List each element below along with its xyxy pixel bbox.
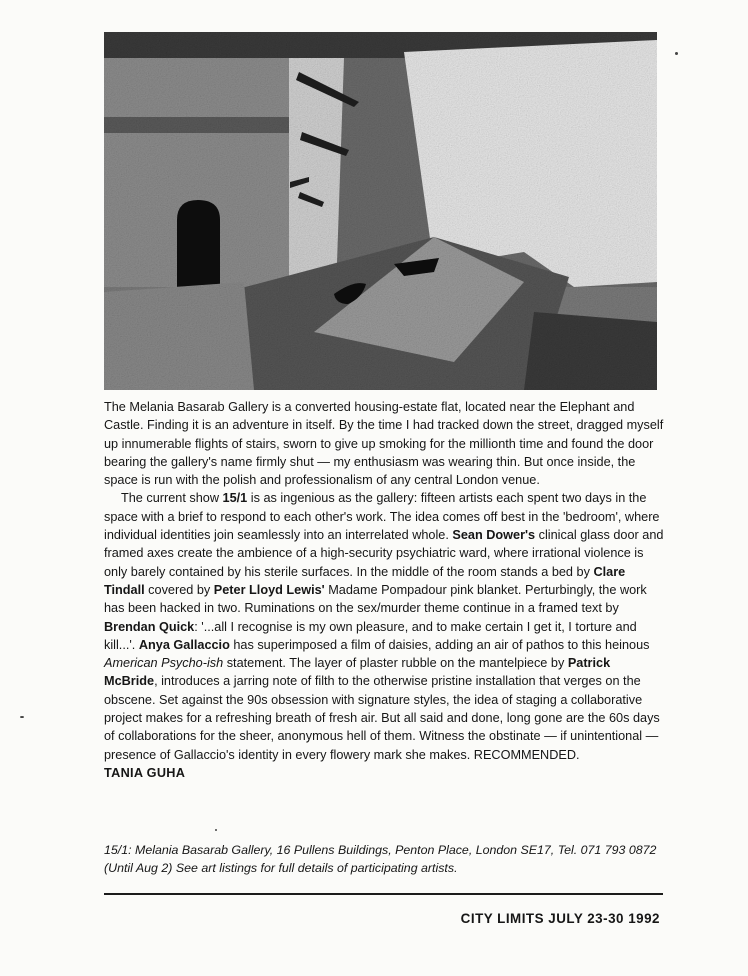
text-span: clinical glass door and framed axes create the ambience of a high-security psychiatric ward, where irrational violence is only barely contained by his sterile surfaces. In the middle of the room stands a bed by	[104, 528, 664, 579]
listing-info: 15/1: Melania Basarab Gallery, 16 Pullens Buildings, Penton Place, London SE17, Tel. 071 793 0872 (Until Aug 2) See art listings for full details of participating artists.	[104, 843, 657, 875]
artist-name: Brendan Quick	[104, 619, 195, 634]
article-body	[104, 398, 664, 782]
article-paragraph-intro: The Melania Basarab Gallery is a converted housing-estate flat, located near the Elephant and Castle. Finding it is an adventure in itself. By the time I had tracked down the street, dragged myself up innumerable flights of stairs, sworn to give up smoking for the millionth time and found the door bearing the gallery's name firmly shut — my enthusiasm was wearing thin. But once inside, the space is run with the polish and professionalism of any central London venue.	[104, 400, 664, 488]
article-photo	[104, 32, 657, 390]
article-paragraph-review	[104, 489, 664, 763]
artist-name: Sean Dower's	[452, 528, 536, 543]
artist-name: Clare Tindall	[104, 564, 626, 597]
text-span: , introduces a jarring note of filth to the otherwise pristine installation that verges on the obscene. Set against the 90s obsession with signature styles, the idea of staging a collaborative project makes for a refreshing breath of fresh air. But all said and done, long gone are the 60s days of collaborations for the sheer, anonymous hell of them. Witness the obstinate — if unintentional — presence of Gallaccio's identity in every flowery mark she makes. RECOMMENDED.	[104, 674, 660, 762]
scan-speck	[675, 52, 678, 55]
show-title: 15/1	[222, 491, 248, 506]
byline: TANIA GUHA	[104, 765, 186, 780]
text-span: has superimposed a film of daisies, adding an air of pathos to this heinous	[229, 637, 650, 652]
text-span: covered by	[144, 582, 214, 597]
text-span: : '...all I recognise is my own pleasure, and to make certain I get it, I torture and kill...'.	[104, 619, 637, 652]
text-span: The current show	[121, 491, 223, 506]
scan-speck	[20, 716, 24, 718]
text-span: is as ingenious as the gallery: fifteen artists each spent two days in the space with a brief to respond to each other's work. The idea comes off best in the 'bedroom', where individual identities join seamlessly into an interrelated whole.	[104, 491, 660, 543]
italic-phrase: American Psycho-ish	[104, 656, 224, 671]
artist-name: Peter Lloyd Lewis'	[213, 582, 325, 597]
artist-name: Patrick McBride	[104, 656, 611, 689]
artist-name: Anya Gallaccio	[138, 637, 230, 652]
divider	[104, 893, 663, 895]
scan-speck	[215, 829, 217, 831]
publication-footer: CITY LIMITS JULY 23-30 1992	[460, 911, 660, 926]
text-span: statement. The layer of plaster rubble on the mantelpiece by	[223, 656, 568, 671]
text-span: Madame Pompadour pink blanket. Perturbingly, the work has been hacked in two. Ruminations on the sex/murder theme continue in a framed text by	[104, 582, 647, 616]
